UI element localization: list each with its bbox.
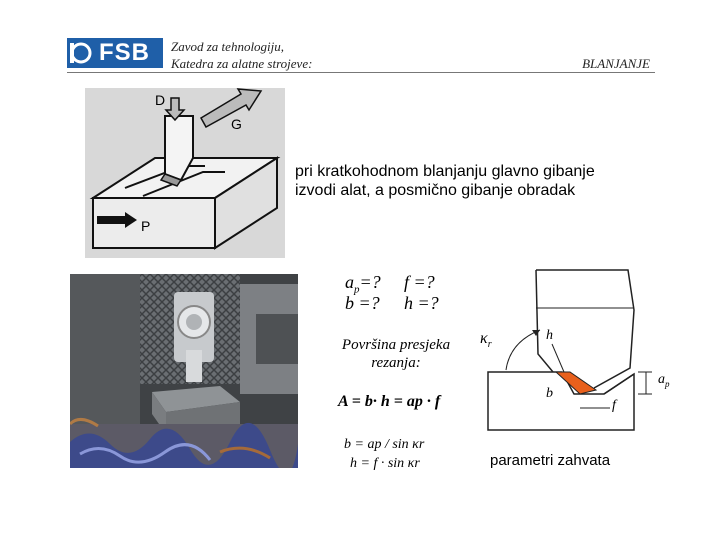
formula-area: A = b· h = ap · f: [338, 393, 441, 410]
cut-section-label: [332, 336, 460, 372]
label-kappa: $\kappa_r$: [480, 330, 492, 351]
logo-text: FSB: [99, 39, 150, 66]
question-ap: $a_p=$?: [345, 272, 381, 296]
label-ap: $a_p$: [658, 372, 670, 389]
label-d: D: [155, 92, 166, 108]
question-h: h =?: [404, 293, 439, 313]
label-g: G: [231, 116, 242, 132]
fsb-logo: [67, 38, 163, 68]
page-title: BLANJANJE: [582, 56, 650, 71]
cut-section-line-2: rezanja:: [371, 355, 421, 371]
formula-h: h = f · sin κr: [350, 456, 420, 471]
label-f: f: [612, 398, 616, 413]
department-label: [171, 38, 312, 72]
intro-text: [295, 162, 675, 200]
question-b: b =?: [345, 293, 380, 313]
question-f: f =?: [404, 272, 435, 292]
label-p: P: [141, 218, 151, 234]
planing-schematic: [85, 88, 285, 258]
intro-line-2: izvodi alat, a posmično gibanje obradak: [295, 182, 576, 199]
label-h: h: [546, 328, 553, 343]
label-b: b: [546, 386, 553, 401]
diagram-caption: parametri zahvata: [490, 452, 611, 469]
machine-photo: [70, 274, 298, 468]
cutting-geometry-diagram: [470, 262, 700, 442]
cut-section-line-1: Površina presjeka: [341, 337, 451, 353]
dept-line-2: Katedra za alatne strojeve:: [171, 56, 313, 71]
header-divider: [67, 72, 655, 73]
intro-line-1: pri kratkohodnom blanjanju glavno gibanje: [295, 163, 595, 180]
formula-b: b = ap / sin κr: [344, 437, 425, 452]
dept-line-1: Zavod za tehnologiju,: [171, 39, 285, 54]
logo-mark-icon: [67, 38, 93, 68]
